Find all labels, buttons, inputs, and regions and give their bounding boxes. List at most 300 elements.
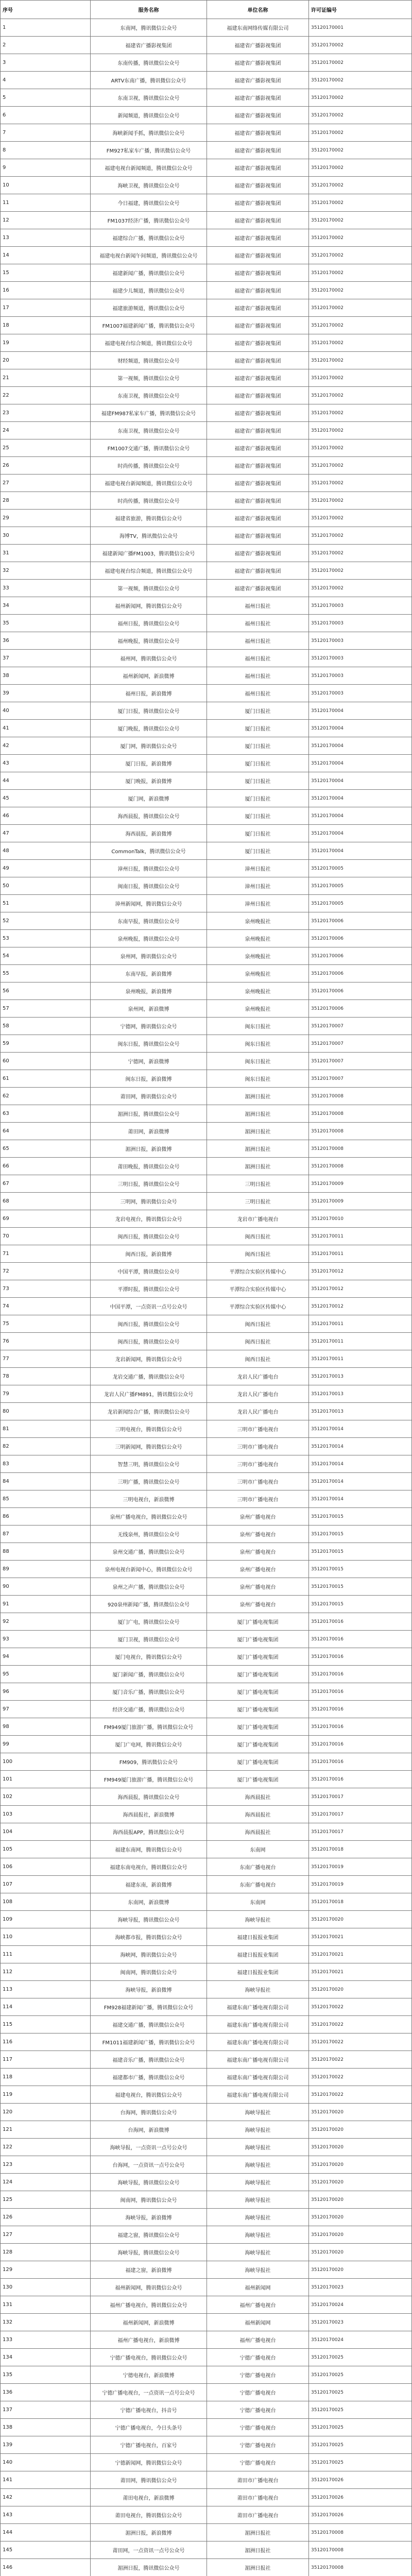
license-number: 35120170002 xyxy=(309,422,412,439)
service-name: 宁德电视台，新浪微博 xyxy=(91,2366,207,2384)
organization-name: 福建省广播影视集团 xyxy=(207,282,309,299)
row-index: 128 xyxy=(1,2244,91,2261)
service-name: 宁德网，新浪微博 xyxy=(91,1053,207,1070)
row-index: 83 xyxy=(1,1455,91,1473)
organization-name: 福建东南网络传媒有限公司 xyxy=(207,19,309,37)
service-name: 海峡导报，腾讯微信公众号 xyxy=(91,2174,207,2191)
organization-name: 福建东南广播电视有限公司 xyxy=(207,2069,309,2086)
row-index: 142 xyxy=(1,2489,91,2506)
organization-name: 湄洲日报社 xyxy=(207,1105,309,1123)
license-number: 35120170007 xyxy=(309,1018,412,1035)
table-row xyxy=(1,1736,412,1753)
license-number: 35120170020 xyxy=(309,1911,412,1928)
organization-name: 平潭综合实验区传媒中心 xyxy=(207,1298,309,1315)
service-name: 厦门晚报，腾讯微信公众号 xyxy=(91,720,207,737)
row-index: 105 xyxy=(1,1841,91,1858)
service-name: FM927私家车广播，腾讯微信公众号 xyxy=(91,142,207,159)
table-row xyxy=(1,1631,412,1648)
table-row xyxy=(1,912,412,930)
row-index: 4 xyxy=(1,72,91,89)
license-number: 35120170021 xyxy=(309,1963,412,1981)
service-name: 泉州广播电视台，腾讯微信公众号 xyxy=(91,1508,207,1526)
license-number: 35120170002 xyxy=(309,317,412,334)
license-number: 35120170002 xyxy=(309,89,412,107)
license-number: 35120170018 xyxy=(309,1893,412,1911)
organization-name: 海峡导报社 xyxy=(207,2226,309,2244)
service-name: 三明新闻网，腾讯微信公众号 xyxy=(91,1438,207,1455)
row-index: 37 xyxy=(1,650,91,667)
table-row xyxy=(1,159,412,177)
service-name: 福建之窗，腾讯微信公众号 xyxy=(91,2226,207,2244)
license-number: 35120170002 xyxy=(309,107,412,124)
row-index: 108 xyxy=(1,1893,91,1911)
license-number: 35120170008 xyxy=(309,2559,412,2576)
organization-name: 莆田市广播电视台 xyxy=(207,2471,309,2489)
license-number: 35120170002 xyxy=(309,580,412,597)
service-name: 福州新闻网，新浪微博 xyxy=(91,667,207,685)
table-row xyxy=(1,1718,412,1736)
service-name: FM949厦门旅游广播，腾讯微信公众号 xyxy=(91,1771,207,1788)
table-row xyxy=(1,1771,412,1788)
row-index: 109 xyxy=(1,1911,91,1928)
license-number: 35120170022 xyxy=(309,2069,412,2086)
license-number: 35120170009 xyxy=(309,1193,412,1210)
row-index: 16 xyxy=(1,282,91,299)
service-name: 三明电视台，腾讯微信公众号 xyxy=(91,1420,207,1438)
row-index: 145 xyxy=(1,2541,91,2559)
row-index: 25 xyxy=(1,439,91,457)
organization-name: 福建省广播影视集团 xyxy=(207,54,309,72)
service-name: 莆田晚报，腾讯微信公众号 xyxy=(91,1158,207,1175)
table-row xyxy=(1,282,412,299)
organization-name: 福建省广播影视集团 xyxy=(207,334,309,352)
row-index: 46 xyxy=(1,807,91,825)
service-name: 海西晨报，新浪微博 xyxy=(91,825,207,842)
table-row xyxy=(1,492,412,510)
organization-name: 湄洲日报社 xyxy=(207,1140,309,1158)
service-name: 泉州之声广播，腾讯微信公众号 xyxy=(91,1578,207,1596)
organization-name: 厦门广播电视集团 xyxy=(207,1648,309,1666)
row-index: 133 xyxy=(1,2331,91,2349)
service-name: 厦门卫视，腾讯微信公众号 xyxy=(91,1631,207,1648)
table-row xyxy=(1,2349,412,2366)
license-number: 35120170002 xyxy=(309,159,412,177)
table-row xyxy=(1,1000,412,1018)
organization-name: 福建省广播影视集团 xyxy=(207,212,309,229)
table-row xyxy=(1,825,412,842)
service-name: 龙岩新闻网，腾讯微信公众号 xyxy=(91,1350,207,1368)
license-number: 35120170004 xyxy=(309,842,412,860)
license-number: 35120170004 xyxy=(309,702,412,720)
table-row xyxy=(1,2384,412,2401)
service-name: 闽西日报，腾讯微信公众号 xyxy=(91,1315,207,1333)
license-number: 35120170002 xyxy=(309,37,412,54)
organization-name: 福建省广播影视集团 xyxy=(207,264,309,282)
organization-name: 厦门日报社 xyxy=(207,702,309,720)
table-row xyxy=(1,877,412,895)
row-index: 104 xyxy=(1,1823,91,1841)
table-row xyxy=(1,1893,412,1911)
organization-name: 闽西日报社 xyxy=(207,1350,309,1368)
organization-name: 海峡导报社 xyxy=(207,1911,309,1928)
license-number: 35120170016 xyxy=(309,1666,412,1683)
table-row xyxy=(1,1648,412,1666)
service-name: 海西晨报社，新浪微博 xyxy=(91,1806,207,1823)
service-name: 厦门音乐广播，腾讯微信公众号 xyxy=(91,1683,207,1701)
license-number: 35120170004 xyxy=(309,772,412,790)
service-name: 海峡导报，新浪微博 xyxy=(91,1981,207,1998)
table-row xyxy=(1,1070,412,1088)
row-index: 95 xyxy=(1,1666,91,1683)
table-body xyxy=(1,19,412,2576)
license-number: 35120170025 xyxy=(309,2419,412,2436)
header-service-name: 服务名称 xyxy=(91,1,207,19)
license-number: 35120170015 xyxy=(309,1561,412,1578)
table-row xyxy=(1,194,412,212)
table-row xyxy=(1,422,412,439)
table-row xyxy=(1,2331,412,2349)
row-index: 26 xyxy=(1,457,91,474)
table-row xyxy=(1,1315,412,1333)
row-index: 127 xyxy=(1,2226,91,2244)
service-name: 福建电视台综合频道，腾讯微信公众号 xyxy=(91,562,207,580)
service-name: 莆田电视台，新浪微博 xyxy=(91,2489,207,2506)
row-index: 43 xyxy=(1,755,91,772)
table-row xyxy=(1,177,412,194)
license-number: 35120170002 xyxy=(309,510,412,527)
row-index: 38 xyxy=(1,667,91,685)
service-name: 福建少儿频道，腾讯微信公众号 xyxy=(91,282,207,299)
license-number: 35120170002 xyxy=(309,124,412,142)
row-index: 84 xyxy=(1,1473,91,1490)
table-row xyxy=(1,2156,412,2174)
organization-name: 福建省广播影视集团 xyxy=(207,107,309,124)
organization-name: 宁德广播电视台 xyxy=(207,2436,309,2454)
row-index: 117 xyxy=(1,2051,91,2069)
table-row xyxy=(1,1753,412,1771)
service-name: 漳州日报，腾讯微信公众号 xyxy=(91,860,207,877)
table-row xyxy=(1,895,412,912)
organization-name: 厦门日报社 xyxy=(207,790,309,807)
license-number: 35120170022 xyxy=(309,2086,412,2104)
license-number: 35120170019 xyxy=(309,1858,412,1876)
license-number: 35120170022 xyxy=(309,2033,412,2051)
service-name: 宁德广播电视台，腾讯微信公众号 xyxy=(91,2349,207,2366)
service-name: 湄洲日报，腾讯微信公众号 xyxy=(91,2559,207,2576)
table-row xyxy=(1,19,412,37)
row-index: 102 xyxy=(1,1788,91,1806)
license-number: 35120170002 xyxy=(309,299,412,317)
row-index: 134 xyxy=(1,2349,91,2366)
organization-name: 平潭综合实验区传媒中心 xyxy=(207,1280,309,1298)
license-number: 35120170002 xyxy=(309,54,412,72)
service-name: 福州新闻网，新浪微博 xyxy=(91,2314,207,2331)
row-index: 115 xyxy=(1,2016,91,2033)
license-number: 35120170002 xyxy=(309,194,412,212)
license-number: 35120170021 xyxy=(309,1946,412,1963)
table-row xyxy=(1,247,412,264)
license-number: 35120170006 xyxy=(309,982,412,1000)
organization-name: 三明市广播电视台 xyxy=(207,1420,309,1438)
license-number: 35120170002 xyxy=(309,404,412,422)
service-name: 龙岩电视台，腾讯微信公众号 xyxy=(91,1210,207,1228)
row-index: 39 xyxy=(1,685,91,702)
service-name: 海峡导报，一点资讯一点号公众号 xyxy=(91,2139,207,2156)
table-row xyxy=(1,2191,412,2209)
table-row xyxy=(1,1858,412,1876)
table-row xyxy=(1,1263,412,1280)
license-number: 35120170020 xyxy=(309,2121,412,2139)
table-row xyxy=(1,1158,412,1175)
license-number: 35120170025 xyxy=(309,2436,412,2454)
service-name: 第一视频，腾讯微信公众号 xyxy=(91,369,207,387)
table-row xyxy=(1,404,412,422)
service-name: 闽西日报，新浪微博 xyxy=(91,1245,207,1263)
row-index: 73 xyxy=(1,1280,91,1298)
license-number: 35120170025 xyxy=(309,2349,412,2366)
row-index: 60 xyxy=(1,1053,91,1070)
row-index: 135 xyxy=(1,2366,91,2384)
row-index: 124 xyxy=(1,2174,91,2191)
table-row xyxy=(1,2033,412,2051)
row-index: 54 xyxy=(1,947,91,965)
organization-name: 闽东日报社 xyxy=(207,1018,309,1035)
row-index: 98 xyxy=(1,1718,91,1736)
organization-name: 漳州日报社 xyxy=(207,860,309,877)
row-index: 79 xyxy=(1,1385,91,1403)
table-row xyxy=(1,124,412,142)
license-number: 35120170017 xyxy=(309,1788,412,1806)
table-row xyxy=(1,1963,412,1981)
service-name: 泉州晚报，腾讯微信公众号 xyxy=(91,930,207,947)
license-number: 35120170003 xyxy=(309,667,412,685)
organization-name: 厦门广播电视集团 xyxy=(207,1771,309,1788)
row-index: 14 xyxy=(1,247,91,264)
table-row xyxy=(1,2419,412,2436)
organization-name: 福建东南广播电视有限公司 xyxy=(207,2016,309,2033)
row-index: 87 xyxy=(1,1526,91,1543)
license-number: 35120170002 xyxy=(309,439,412,457)
organization-name: 福建省广播影视集团 xyxy=(207,142,309,159)
license-number: 35120170013 xyxy=(309,1403,412,1420)
organization-name: 福建省广播影视集团 xyxy=(207,492,309,510)
license-number: 35120170020 xyxy=(309,2139,412,2156)
row-index: 3 xyxy=(1,54,91,72)
header-license-number: 许可证编号 xyxy=(309,1,412,19)
row-index: 19 xyxy=(1,334,91,352)
table-row xyxy=(1,737,412,755)
organization-name: 福建省广播影视集团 xyxy=(207,159,309,177)
license-number: 35120170004 xyxy=(309,720,412,737)
license-number: 35120170011 xyxy=(309,1228,412,1245)
organization-name: 宁德广播电视台 xyxy=(207,2366,309,2384)
organization-name: 福建日报报业集团 xyxy=(207,1928,309,1946)
table-row xyxy=(1,597,412,615)
license-number: 35120170002 xyxy=(309,545,412,562)
organization-name: 福州广播电视台 xyxy=(207,2296,309,2314)
table-row xyxy=(1,2244,412,2261)
table-row xyxy=(1,212,412,229)
organization-name: 泉州广播电视台 xyxy=(207,1526,309,1543)
table-row xyxy=(1,37,412,54)
table-row xyxy=(1,1823,412,1841)
license-number: 35120170021 xyxy=(309,1928,412,1946)
license-number: 35120170004 xyxy=(309,737,412,755)
row-index: 15 xyxy=(1,264,91,282)
organization-name: 福建省广播影视集团 xyxy=(207,545,309,562)
service-name: 厦门新闻广播，腾讯微信公众号 xyxy=(91,1666,207,1683)
organization-name: 泉州广播电视台 xyxy=(207,1508,309,1526)
table-row xyxy=(1,2401,412,2419)
row-index: 76 xyxy=(1,1333,91,1350)
organization-name: 厦门广播电视集团 xyxy=(207,1666,309,1683)
organization-name: 湄洲日报社 xyxy=(207,2541,309,2559)
organization-name: 海峡导报社 xyxy=(207,2209,309,2226)
row-index: 101 xyxy=(1,1771,91,1788)
organization-name: 福建省广播影视集团 xyxy=(207,439,309,457)
row-index: 52 xyxy=(1,912,91,930)
organization-name: 福建省广播影视集团 xyxy=(207,422,309,439)
license-number: 35120170016 xyxy=(309,1631,412,1648)
row-index: 113 xyxy=(1,1981,91,1998)
row-index: 40 xyxy=(1,702,91,720)
table-row xyxy=(1,1561,412,1578)
service-name: 厦门日报，新浪微博 xyxy=(91,755,207,772)
row-index: 78 xyxy=(1,1368,91,1385)
table-row xyxy=(1,1053,412,1070)
row-index: 49 xyxy=(1,860,91,877)
license-number: 35120170009 xyxy=(309,1175,412,1193)
organization-name: 漳州日报社 xyxy=(207,895,309,912)
organization-name: 厦门广播电视集团 xyxy=(207,1701,309,1718)
license-number: 35120170012 xyxy=(309,1298,412,1315)
service-name: 时尚传播，腾讯微信公众号 xyxy=(91,492,207,510)
license-number: 35120170002 xyxy=(309,457,412,474)
license-number: 35120170003 xyxy=(309,632,412,650)
license-number: 35120170014 xyxy=(309,1473,412,1490)
organization-name: 宁德广播电视台 xyxy=(207,2349,309,2366)
license-number: 35120170001 xyxy=(309,19,412,37)
table-row xyxy=(1,2559,412,2576)
service-name: 宁德广播电视台，一点资讯一点号公众号 xyxy=(91,2384,207,2401)
service-name: 闽南日报，腾讯微信公众号 xyxy=(91,877,207,895)
table-row xyxy=(1,264,412,282)
license-number: 35120170007 xyxy=(309,1053,412,1070)
row-index: 10 xyxy=(1,177,91,194)
organization-name: 海西晨报社 xyxy=(207,1806,309,1823)
service-name: 福建新闻广播，腾讯微信公众号 xyxy=(91,264,207,282)
organization-name: 福建省广播影视集团 xyxy=(207,580,309,597)
table-row xyxy=(1,474,412,492)
organization-name: 闽西日报社 xyxy=(207,1245,309,1263)
row-index: 8 xyxy=(1,142,91,159)
organization-name: 福建省广播影视集团 xyxy=(207,562,309,580)
row-index: 126 xyxy=(1,2209,91,2226)
table-row xyxy=(1,1683,412,1701)
organization-name: 湄洲日报社 xyxy=(207,1123,309,1140)
row-index: 31 xyxy=(1,545,91,562)
row-index: 35 xyxy=(1,615,91,632)
organization-name: 福州广播电视台 xyxy=(207,2331,309,2349)
organization-name: 厦门日报社 xyxy=(207,737,309,755)
organization-name: 福建省广播影视集团 xyxy=(207,527,309,545)
table-row xyxy=(1,1385,412,1403)
table-row xyxy=(1,1928,412,1946)
license-number: 35120170019 xyxy=(309,1876,412,1893)
row-index: 144 xyxy=(1,2524,91,2541)
table-row xyxy=(1,1613,412,1631)
service-name: 宁德广播电视台，抖音号 xyxy=(91,2401,207,2419)
table-row xyxy=(1,2139,412,2156)
license-number: 35120170017 xyxy=(309,1806,412,1823)
organization-name: 泉州晚报社 xyxy=(207,1000,309,1018)
row-index: 122 xyxy=(1,2139,91,2156)
row-index: 20 xyxy=(1,352,91,369)
service-name: 无线泉州，腾讯微信公众号 xyxy=(91,1526,207,1543)
license-number: 35120170006 xyxy=(309,965,412,982)
table-row xyxy=(1,2489,412,2506)
table-row xyxy=(1,702,412,720)
row-index: 75 xyxy=(1,1315,91,1333)
row-index: 139 xyxy=(1,2436,91,2454)
service-name: ARTV东南广播，腾讯微信公众号 xyxy=(91,72,207,89)
service-name: 漳州新闻网，腾讯微信公众号 xyxy=(91,895,207,912)
row-index: 44 xyxy=(1,772,91,790)
service-name: 第一视频，腾讯微信公众号 xyxy=(91,580,207,597)
table-row xyxy=(1,72,412,89)
service-name: FM1007交通广播，腾讯微信公众号 xyxy=(91,439,207,457)
service-name: 海峡网，腾讯微信公众号 xyxy=(91,1946,207,1963)
service-name: 东南网，新浪微博 xyxy=(91,1893,207,1911)
service-name: 龙岩新闻综合广播，腾讯微信公众号 xyxy=(91,1403,207,1420)
organization-name: 闽东日报社 xyxy=(207,1070,309,1088)
table-row xyxy=(1,1333,412,1350)
row-index: 47 xyxy=(1,825,91,842)
table-row xyxy=(1,1841,412,1858)
row-index: 69 xyxy=(1,1210,91,1228)
organization-name: 湄洲日报社 xyxy=(207,1088,309,1105)
license-number: 35120170016 xyxy=(309,1648,412,1666)
organization-name: 福建省广播影视集团 xyxy=(207,369,309,387)
license-number: 35120170016 xyxy=(309,1736,412,1753)
service-name: 三明电视台，新浪微博 xyxy=(91,1490,207,1508)
table-row xyxy=(1,54,412,72)
organization-name: 漳州日报社 xyxy=(207,877,309,895)
table-row xyxy=(1,1455,412,1473)
organization-name: 泉州晚报社 xyxy=(207,912,309,930)
license-number: 35120170024 xyxy=(309,2331,412,2349)
table-row xyxy=(1,842,412,860)
row-index: 22 xyxy=(1,387,91,404)
service-name: FM1007福建新闻广播，腾讯微信公众号 xyxy=(91,317,207,334)
organization-name: 三明市广播电视台 xyxy=(207,1438,309,1455)
row-index: 82 xyxy=(1,1438,91,1455)
organization-name: 福建省广播影视集团 xyxy=(207,229,309,247)
table-row xyxy=(1,2051,412,2069)
service-name: 福建电视台，腾讯微信公众号 xyxy=(91,2086,207,2104)
organization-name: 福建省广播影视集团 xyxy=(207,299,309,317)
license-number: 35120170020 xyxy=(309,2156,412,2174)
table-row xyxy=(1,1911,412,1928)
license-number: 35120170008 xyxy=(309,1123,412,1140)
row-index: 97 xyxy=(1,1701,91,1718)
row-index: 130 xyxy=(1,2279,91,2296)
license-number: 35120170020 xyxy=(309,2104,412,2121)
organization-name: 福建省广播影视集团 xyxy=(207,37,309,54)
service-name: 湄洲日报，新浪微博 xyxy=(91,2524,207,2541)
table-row xyxy=(1,2506,412,2524)
service-name: 湄洲日报，新浪微博 xyxy=(91,1140,207,1158)
